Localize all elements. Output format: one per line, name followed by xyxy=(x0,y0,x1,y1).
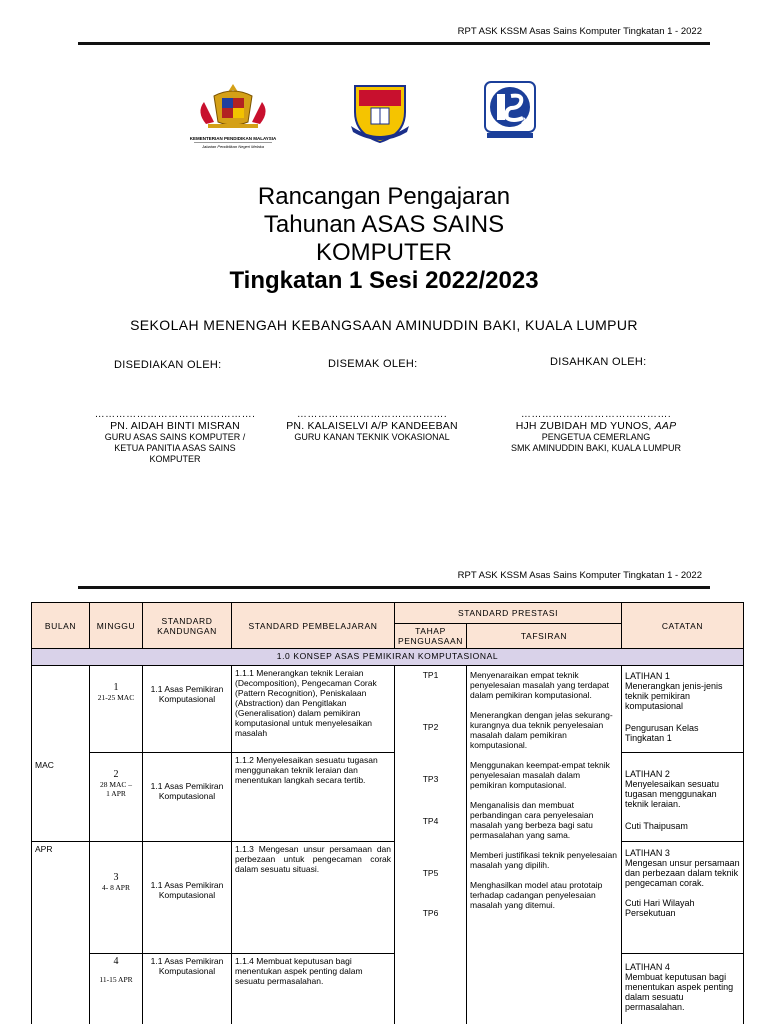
tp-cell xyxy=(395,666,467,1024)
tafsiran-item: Menerangkan dengan jelas sekurang-kurangnya dua teknik penyelesaian masalah dalam pemikiran komputasional. xyxy=(470,710,613,750)
header-sk-line2: KANDUNGAN xyxy=(157,625,217,636)
school-emblem-25-logo xyxy=(483,80,537,140)
week-dates: 1 APR xyxy=(106,789,126,798)
school-crest-logo xyxy=(349,82,411,146)
running-header-page-2: RPT ASK KSSM Asas Sains Komputer Tingkatan 1 - 2022 xyxy=(457,570,702,581)
header-tahap-penguasaan xyxy=(395,624,467,649)
tp-level: TP3 xyxy=(422,774,439,784)
sp-cell: 1.1.3 Mengesan unsur persamaan dan perbezaan untuk pengecaman corak dalam sesuatu situasi. xyxy=(232,842,395,954)
sk-text: 1.1 Asas Pemikiran Komputasional xyxy=(150,684,224,704)
header-tp-line1: TAHAP xyxy=(415,626,446,636)
header-minggu: MINGGU xyxy=(90,603,143,649)
catatan-title: LATIHAN 1 xyxy=(625,671,670,681)
title-line-1: Rancangan Pengajaran xyxy=(257,183,511,210)
header-rule xyxy=(78,42,710,45)
sk-cell xyxy=(143,842,232,954)
month-cell xyxy=(32,666,90,842)
week-dates: 21-25 MAC xyxy=(97,693,135,702)
kpm-caption-line1: KEMENTERIAN PENDIDIKAN MALAYSIA xyxy=(189,136,277,141)
catatan-body: Membuat keputusan bagi menentukan aspek penting dalam sesuatu permasalahan. xyxy=(625,972,734,1012)
tp-level: TP2 xyxy=(422,722,439,732)
header-tafsiran: TAFSIRAN xyxy=(467,624,622,649)
week-dates: 11-15 APR xyxy=(99,975,133,984)
week-number: 2 xyxy=(113,769,119,780)
running-header: RPT ASK KSSM Asas Sains Komputer Tingkatan 1 - 2022 xyxy=(457,26,702,37)
preparer-role-2: KETUA PANITIA ASAS SAINS xyxy=(114,443,236,453)
preparer-name: PN. AIDAH BINTI MISRAN xyxy=(110,420,240,432)
prepared-by-label: DISEDIAKAN OLEH: xyxy=(114,359,222,371)
header-catatan: CATATAN xyxy=(622,603,744,649)
rpt-table xyxy=(31,602,744,1024)
tp-level: TP5 xyxy=(422,868,439,878)
document-title xyxy=(0,183,768,295)
catatan-note: Cuti Hari Wilayah Persekutuan xyxy=(625,898,695,918)
sk-text: 1.1 Asas Pemikiran Komputasional xyxy=(150,956,224,976)
signature-line: ……………………………………. xyxy=(520,409,672,420)
table-row xyxy=(32,954,744,1024)
approved-by-signature xyxy=(494,409,698,454)
checker-role: GURU KANAN TEKNIK VOKASIONAL xyxy=(294,432,450,442)
week-cell xyxy=(90,753,143,842)
week-dates: 4- 8 APR xyxy=(102,883,130,892)
tp-level: TP1 xyxy=(422,670,439,680)
tafsiran-cell xyxy=(467,666,622,1024)
catatan-cell xyxy=(622,666,744,753)
tafsiran-item: Menganalisis dan membuat perbandingan cara penyelesaian masalah yang berbeza bagi satu permasalahan yang sama. xyxy=(470,800,594,840)
checked-by-signature xyxy=(278,409,466,443)
approver-role-1: PENGETUA CEMERLANG xyxy=(541,432,651,442)
approver-honorific: AAP xyxy=(654,420,677,432)
catatan-title: LATIHAN 4 xyxy=(625,962,670,972)
catatan-cell xyxy=(622,842,744,954)
table-row xyxy=(32,753,744,842)
sk-text: 1.1 Asas Pemikiran Komputasional xyxy=(150,781,224,801)
week-dates: 28 MAC – xyxy=(99,780,133,789)
tp-level: TP4 xyxy=(422,816,439,826)
header-tp-line2: PENGUASAAN xyxy=(398,636,464,646)
sk-cell xyxy=(143,753,232,842)
preparer-role-3: KOMPUTER xyxy=(149,454,201,464)
sk-cell xyxy=(143,954,232,1024)
signature-line: ……………………………………. xyxy=(296,409,448,420)
prepared-by-signature xyxy=(84,409,266,465)
title-line-4: Tingkatan 1 Sesi 2022/2023 xyxy=(229,267,539,294)
signature-line: ………………………………………. xyxy=(94,409,256,420)
catatan-body: Menerangkan jenis-jenis teknik pemikiran komputasional xyxy=(625,681,723,711)
approver-role-2: SMK AMINUDDIN BAKI, KUALA LUMPUR xyxy=(510,443,682,453)
week-cell xyxy=(90,954,143,1024)
catatan-note: Cuti Thaipusam xyxy=(625,821,688,831)
tafsiran-item: Menyenaraikan empat teknik penyelesaian masalah yang terdapat dalam pemikiran komputasional. xyxy=(470,670,609,700)
month-mac: MAC xyxy=(35,759,54,770)
tp-level: TP6 xyxy=(422,908,439,918)
week-number: 3 xyxy=(113,872,119,883)
week-number: 4 xyxy=(113,956,119,967)
header-standard-pembelajaran: STANDARD PEMBELAJARAN xyxy=(232,603,395,649)
sp-cell: 1.1.1 Menerangkan teknik Leraian (Decomposition), Pengecaman Corak (Pattern Recognition), Peniskalaan (Abstraction) dan Pengitlakan (Generalisation) dalam pemikiran komputasional untuk menyelesaikan masalah xyxy=(232,666,395,753)
section-title: 1.0 KONSEP ASAS PEMIKIRAN KOMPUTASIONAL xyxy=(32,649,744,666)
kpm-logo xyxy=(186,82,280,148)
month-cell xyxy=(32,842,90,1024)
title-line-2: Tahunan ASAS SAINS xyxy=(263,211,505,238)
sk-cell xyxy=(143,666,232,753)
catatan-body: Menyelesaikan sesuatu tugasan menggunakan teknik leraian. xyxy=(625,779,720,809)
sp-cell: 1.1.4 Membuat keputusan bagi menentukan aspek penting dalam sesuatu permasalahan. xyxy=(232,954,395,1024)
table-row xyxy=(32,842,744,954)
checker-name: PN. KALAISELVI A/P KANDEEBAN xyxy=(286,420,458,432)
tafsiran-item: Memberi justifikasi teknik penyelesaian masalah yang dipilih. xyxy=(470,850,617,870)
approver-name: HJH ZUBIDAH MD YUNOS, xyxy=(515,420,652,432)
month-apr: APR xyxy=(35,844,53,854)
catatan-body: Mengesan unsur persamaan dan perbezaan dalam teknik pengecaman corak. xyxy=(625,858,740,888)
catatan-cell xyxy=(622,753,744,842)
header-standard-prestasi: STANDARD PRESTASI xyxy=(395,603,622,624)
week-cell xyxy=(90,666,143,753)
catatan-note: Pengurusan Kelas Tingkatan 1 xyxy=(625,723,699,743)
svg-text:25: 25 xyxy=(521,116,532,126)
table-row xyxy=(32,666,744,753)
header-sk-line1: STANDARD xyxy=(161,615,213,626)
preparer-role-1: GURU ASAS SAINS KOMPUTER / xyxy=(104,432,246,442)
title-line-3: KOMPUTER xyxy=(315,239,452,266)
catatan-cell xyxy=(622,954,744,1024)
approved-by-label: DISAHKAN OLEH: xyxy=(550,356,647,368)
tafsiran-item: Menggunakan keempat-empat teknik penyelesaian masalah dalam pemikiran komputasional. xyxy=(470,760,610,790)
header-rule-page-2 xyxy=(78,586,710,589)
checked-by-label: DISEMAK OLEH: xyxy=(328,358,418,370)
catatan-title: LATIHAN 2 xyxy=(625,769,670,779)
catatan-title: LATIHAN 3 xyxy=(625,848,670,858)
kpm-caption-line2: Jabatan Pendidikan Negeri Melaka xyxy=(201,144,265,149)
tafsiran-item: Menghasilkan model atau prototaip terhadap cadangan penyelesaian masalah yang ditemui. xyxy=(470,880,603,910)
week-cell xyxy=(90,842,143,954)
school-name: SEKOLAH MENENGAH KEBANGSAAN AMINUDDIN BAKI, KUALA LUMPUR xyxy=(130,317,638,333)
header-standard-kandungan xyxy=(143,603,232,649)
sk-text: 1.1 Asas Pemikiran Komputasional xyxy=(150,880,224,900)
sp-cell: 1.1.2 Menyelesaikan sesuatu tugasan menggunakan teknik leraian dan menentukan langkah secara tertib. xyxy=(232,753,395,842)
week-number: 1 xyxy=(113,682,119,693)
header-bulan: BULAN xyxy=(32,603,90,649)
